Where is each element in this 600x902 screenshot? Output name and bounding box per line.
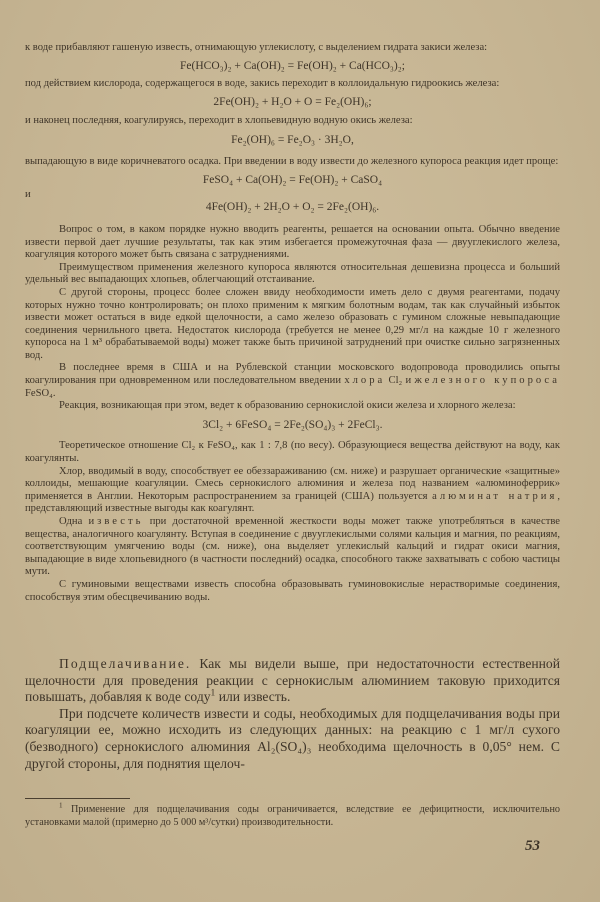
text: при достаточной временной жесткости воды может также употребляться в качестве вещества, аналогичного коагулянту. Вступая в соединение с двууглекислыми солями кальция и магния, по реакциям, соответствующим умягчению воды (см. ниже), она выделяет углекислый кальций и гидрат окиси магния, выпадающие в виде хлопьевидного (в частности последний) осадка, способного также захватывать с собою частицы мути. (25, 516, 560, 578)
text: или известь. (218, 689, 291, 705)
body-text-small (25, 42, 560, 604)
paragraph: выпадающую в виде коричневатого осадка. При введении в воду извести до железного купороса реакция идет проще: (25, 155, 559, 167)
paragraph: Реакция, возникающая при этом, ведет к образованию сернокислой окиси железа и хлорного железа: (59, 400, 516, 412)
footnote-divider (25, 798, 130, 799)
paragraph: С гуминовыми веществами известь способна образовывать гуминовокислые нерастворимые соединения, способствуя этим обесцвечиванию воды. (25, 578, 560, 603)
emphasis-text: алюминат натрия (432, 490, 558, 502)
text: Cl₂ и (388, 375, 412, 387)
formula: 4Fe(OH)₂ + 2H₂O + O₂ = 2Fe₂(OH)₆. (205, 201, 380, 214)
paragraph: При подсчете количеств извести и соды, необходимых для подщелачивания воды при коагуляции ее, можно исходить из следующих данных: на реакцию с 1 мг/л сухого (безводного) сернокислого алюминия Al₂(SO₄)₃ необходима щелочность в 0,05° нем. С другой стороны, для поднятия щелоч- (25, 705, 560, 771)
formula: 3Cl₂ + 6FeSO₄ = 2Fe₂(SO₄)₃ + 2FeCl₃. (202, 418, 383, 431)
paragraph: и (25, 188, 31, 200)
footnote (25, 801, 560, 829)
paragraph (25, 466, 560, 516)
paragraph: Вопрос о том, в каком порядке нужно вводить реагенты, решается на основании опыта. Обычно введение извести первой дает лучшие результаты, так как этим избегается промежуточная фаза — двууглекислого железа, коагуляция которого может быть связана с затруднениями. (25, 223, 560, 261)
footnote-text: Применение для подщелачивания соды ограничивается, вследствие ее дефицитности, исключительно установками малой (примерно до 5 000 м³/сутки) производительности. (25, 804, 560, 828)
body-text-large (25, 656, 560, 772)
formula: Fe₂(OH)₆ = Fe₂O₃ · 3H₂O, (231, 133, 354, 146)
paragraph: С другой стороны, процесс более сложен ввиду необходимости иметь дело с двумя реагентами, подачу которых нужно точно контролировать; он плохо применим к мягким болотным водам, так как случайный избыток извести может остаться в виде едкой щелочности, а само железо образовать с гумином сложные невыпадающие соединения чернильного цвета. Недостаток кислорода (требуется не менее 0,29 мг/л на каждые 10 г железного купороса на 1 м³ обрабатываемой воды) может также быть причиной затруднений при очистке сильно загрязненных вод. (25, 286, 560, 361)
paragraph: и наконец последняя, коагулируясь, переходит в хлопьевидную водную окись железа: (25, 115, 413, 127)
formula: FeSO₄ + Ca(OH)₂ = Fe(OH)₂ + CaSO₄ (202, 174, 383, 187)
paragraph: под действием кислорода, содержащегося в воде, закись переходит в коллоидальную гидроокись железа: (25, 78, 500, 90)
text: В последнее время в США и на Рублевской станции московского водопровода проводились опыты коагулирования при одновременном или последовательном введении (25, 362, 560, 387)
paragraph (25, 516, 560, 579)
paragraph: к воде прибавляют гашеную известь, отнимающую углекислоту, с выделением гидрата закиси железа: (25, 42, 488, 53)
emphasis-text: железного купороса (414, 375, 560, 387)
footnote-marker: 1 (59, 801, 63, 810)
emphasis-text: известь (88, 516, 144, 527)
emphasis-text: хлора (344, 375, 386, 387)
text: FeSO₄. (25, 387, 56, 399)
section-heading: Подщелачивание. (59, 656, 192, 671)
text: , представляющий известные выгоды как коагулянт. (25, 490, 560, 515)
page-number: 53 (525, 838, 540, 854)
formula: Fe(HCO₃)₂ + Ca(OH)₂ = Fe(OH)₂ + Ca(HCO₃)₂; (180, 59, 405, 72)
formula: 2Fe(OH)₂ + H₂O + O = Fe₂(OH)₆; (213, 95, 372, 108)
footnote-ref[interactable]: 1 (210, 688, 216, 699)
text: Хлор, вводимый в воду, способствует ее обеззараживанию (см. ниже) и разрушает органические «защитные» коллоиды, мешающие коагуляции. Смесь сернокислого алюминия и железа под названием «алюминоферрик» применяется в Англии. Некоторым распространением за границей (США) пользуется (25, 465, 560, 502)
paragraph: Преимуществом применения железного купороса являются относительная дешевизна процесса и больший удельный вес выпадающих хлопьев, облегчающий отстаивание. (25, 261, 560, 286)
paragraph: Теоретическое отношение Cl₂ к FeSO₄, как 1 : 7,8 (по весу). Образующиеся вещества действуют на воду, как коагулянты. (25, 440, 560, 465)
text: Одна (59, 516, 83, 527)
text: Как мы видели выше, при недостаточности естественной щелочности для проведения реакции с сернокислым алюминием таковую приходится повышать, добавляя к воде соду (25, 656, 561, 705)
paragraph (25, 656, 560, 706)
paragraph (25, 362, 560, 400)
